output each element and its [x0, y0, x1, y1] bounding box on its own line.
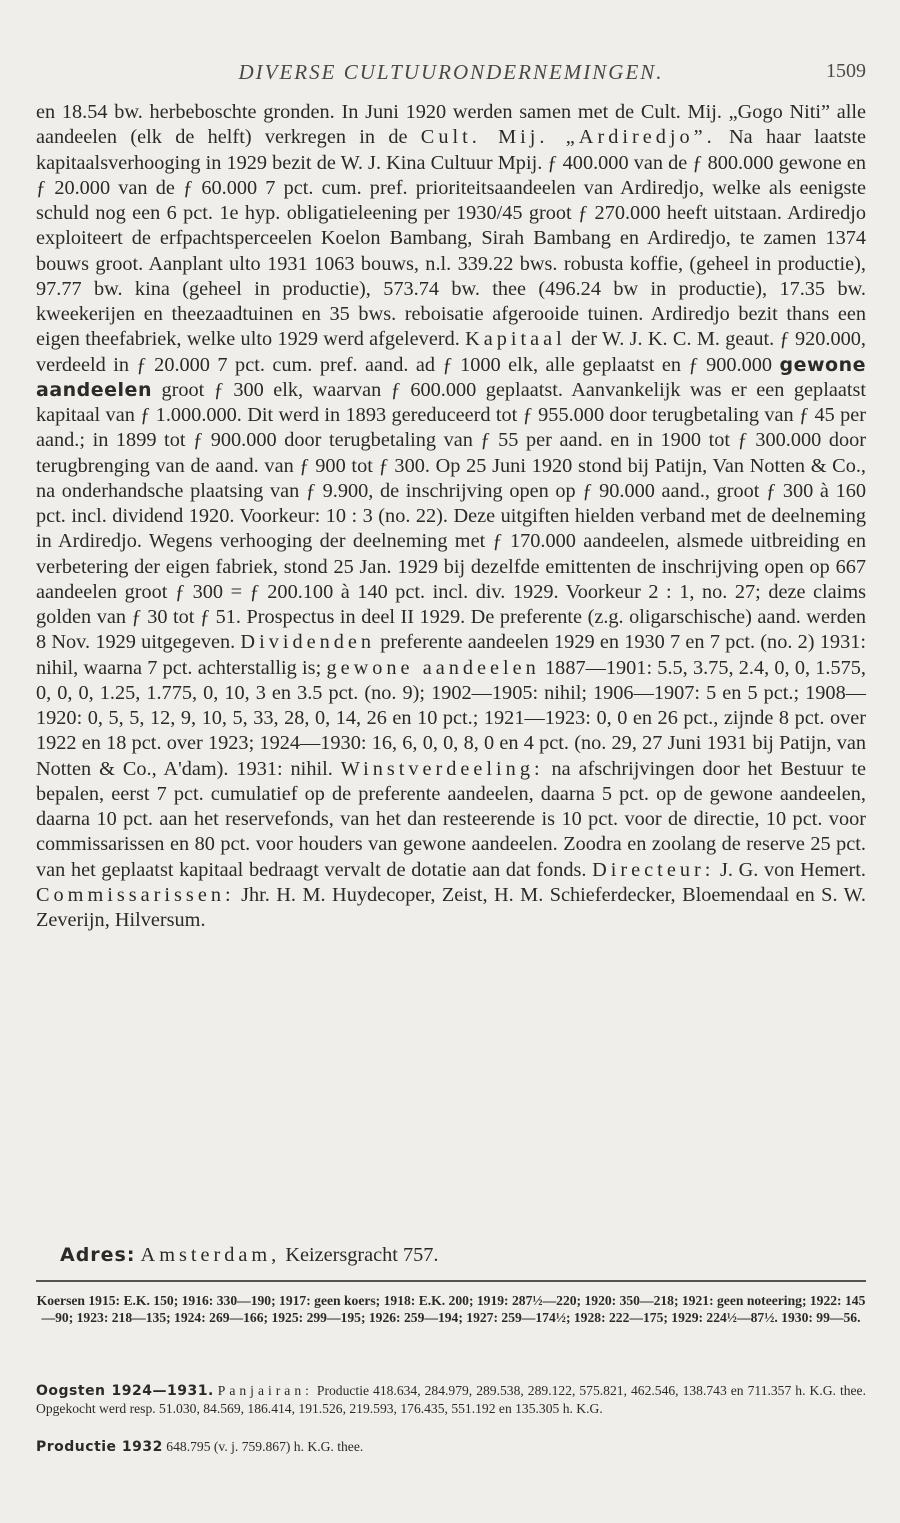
address-street: Keizersgracht 757.	[285, 1244, 439, 1266]
address-city: Amsterdam,	[140, 1244, 281, 1266]
spaced-heading-directeur: Directeur:	[592, 858, 715, 881]
spaced-heading-gewone-aandeelen: gewone aandeelen	[326, 656, 540, 679]
productie-block	[36, 1438, 866, 1456]
running-title: DIVERSE CULTUURONDERNEMINGEN.	[238, 60, 664, 84]
spaced-heading-winstverdeeling: Winstverdeeling:	[340, 757, 544, 780]
bold-heading-gewone-aandeelen: gewone aandeelen	[36, 353, 866, 401]
running-header	[36, 60, 866, 88]
spaced-heading-kapitaal: Kapitaal	[465, 328, 566, 351]
text-run: Jhr. H. M. Huydecoper, Zeist, H. M. Schieferdecker, Bloemendaal en S. W. Zeverijn, Hilversum.	[36, 883, 866, 931]
text-run: J. G. von Hemert.	[714, 858, 866, 881]
koersen-text: 1915: E.K. 150; 1916: 330—190; 1917: geen koers; 1918: E.K. 200; 1919: 287½—220; 1920: 350—218; 1921: geen noteering; 1922: 145—90; 1923: 218—135; 1924: 269—166; 1925: 299—195; 1926: 259—194; 1927: 259—174½; 1928: 222—175; 1929: 224½—87½. 1930: 99—56.	[41, 1293, 866, 1325]
text-run: na afschrijvingen door het Bestuur te bepalen, eerst 7 pct. cumulatief op de preferente aandeelen, daarna 5 pct. op de gewone aandeelen, daarna 10 pct. aan het reservefonds, van het dan resteerende is 10 pct. voor de directie, 10 pct. voor commissarissen en 80 pct. voor houders van gewone aandeelen. Zoodra en zoolang de reserve 25 pct. van het geplaatst kapitaal bedraagt vervalt de dotatie aan dat fonds.	[36, 757, 866, 881]
oogsten-text: Productie 418.634, 284.979, 289.538, 289.122, 575.821, 462.546, 138.743 en 711.357 h. K.G. thee. Opgekocht werd resp. 51.030, 84.569, 186.414, 191.526, 219.593, 176.435, 551.192 en 135.305 h. K.G.	[36, 1383, 866, 1416]
text-run: Na haar laatste kapitaalsverhooging in 1929 bezit de W. J. Kina Cultuur Mpij. ƒ 400.000 van de ƒ 800.000 gewone en ƒ 20.000 van de ƒ 60.000 7 pct. cum. pref. prioriteitsaandeelen van Ardiredjo, welke als eenigste schuld nog een 6 pct. 1e hyp. obligatieleening per 1930/45 groot ƒ 270.000 heeft uitstaan. Ardiredjo exploiteert de erfpachtsperceelen Koelon Bambang, Sirah Bambang en Ardiredjo, te zamen 1374 bouws groot. Aanplant ulto 1931 1063 bouws, n.l. 339.22 bws. robusta koffie, (geheel in productie), 97.77 bw. kina (geheel in productie), 573.74 bw. thee (496.24 bw in productie), 17.35 bw. kweekerijen en theezaadtuinen en 35 bws. reboisatie afgerooide tuinen. Ardiredjo bezit thans een eigen theefabriek, welke ulto 1929 werd afgeleverd.	[36, 126, 866, 351]
text-run: groot ƒ 300 elk, waarvan ƒ 600.000 geplaatst. Aanvankelijk was er een geplaatst kapitaal van ƒ 1.000.000. Dit werd in 1893 gereduceerd tot ƒ 955.000 door terugbetaling van ƒ 45 per aand.; in 1899 tot ƒ 900.000 door terugbetaling van ƒ 55 per aand. en in 1900 tot ƒ 300.000 door terugbrenging van de aand. van ƒ 900 tot ƒ 300. Op 25 Juni 1920 stond bij Patijn, Van Notten & Co., na onderhandsche plaatsing van ƒ 9.900, de inschrijving open op ƒ 90.000 aand., groot ƒ 300 à 160 pct. incl. dividend 1920. Voorkeur: 10 : 3 (no. 22). Deze uitgiften hielden verband met de deelneming in Ardiredjo. Wegens verhooging der deelneming met ƒ 170.000 aandeelen, alsmede uitbreiding en verbetering der eigen fabriek, stond 25 Jan. 1929 bij dezelfde emittenten de inschrijving open op 667 aandeelen groot ƒ 300 = ƒ 200.100 à 140 pct. incl. div. 1929. Voorkeur 2 : 1, no. 27; deze claims golden van ƒ 30 tot ƒ 51. Prospectus in deel II 1929. De preferente (z.g. oligarschische) aand. werden 8 Nov. 1929 uitgegeven.	[36, 378, 866, 654]
text-run: 1887—1901: 5.5, 3.75, 2.4, 0, 0, 1.575, 0, 0, 0, 1.25, 1.775, 0, 10, 3 en 3.5 pct. (no. 9); 1902—1905: nihil; 1906—1907: 5 en 5 pct.; 1908—1920: 0, 5, 5, 12, 9, 10, 5, 33, 28, 0, 14, 26 en 10 pct.; 1921—1923: 0, 0 en 26 pct., zijnde 8 pct. over 1922 en 18 pct. over 1923; 1924—1930: 16, 6, 0, 0, 8, 0 en 4 pct. (no. 29, 27 Juni 1931 bij Patijn, van Notten & Co., A'dam). 1931: nihil.	[36, 656, 866, 780]
address-line	[60, 1244, 439, 1267]
text-run: der W. J. K. C. M. geaut. ƒ 920.000, verdeeld in ƒ 20.000 7 pct. cum. pref. aand. ad ƒ 1000 elk, alle geplaatst en ƒ 900.000	[36, 328, 866, 376]
article-body	[36, 100, 866, 933]
text-run: preferente aandeelen 1929 en 1930 7 en 7 pct. (no. 2) 1931: nihil, waarna 7 pct. achterstallig is;	[36, 631, 866, 679]
address-label: Adres:	[60, 1244, 136, 1266]
koersen-label: Koersen	[36, 1293, 85, 1308]
productie-text: 648.795 (v. j. 759.867) h. K.G. thee.	[162, 1439, 364, 1454]
spaced-heading-commissarissen: Commissarissen:	[36, 883, 235, 906]
oogsten-block	[36, 1382, 866, 1417]
oogsten-estate-name: Panjairan:	[217, 1383, 313, 1398]
page-number: 1509	[826, 60, 866, 82]
spaced-heading-dividenden: Dividenden	[240, 631, 376, 654]
koersen-block	[36, 1292, 866, 1326]
productie-label: Productie 1932	[36, 1439, 163, 1455]
text-run: en 18.54 bw. herbeboschte gronden. In Juni 1920 werden samen met de Cult. Mij. „Gogo Niti” alle aandeelen (elk de helft) verkregen in de	[36, 101, 866, 149]
oogsten-label: Oogsten 1924—1931.	[36, 1383, 214, 1399]
section-divider	[36, 1280, 866, 1282]
article-paragraph	[36, 100, 866, 933]
spaced-company-name: Cult. Mij. „Ardiredjo”.	[420, 126, 716, 149]
